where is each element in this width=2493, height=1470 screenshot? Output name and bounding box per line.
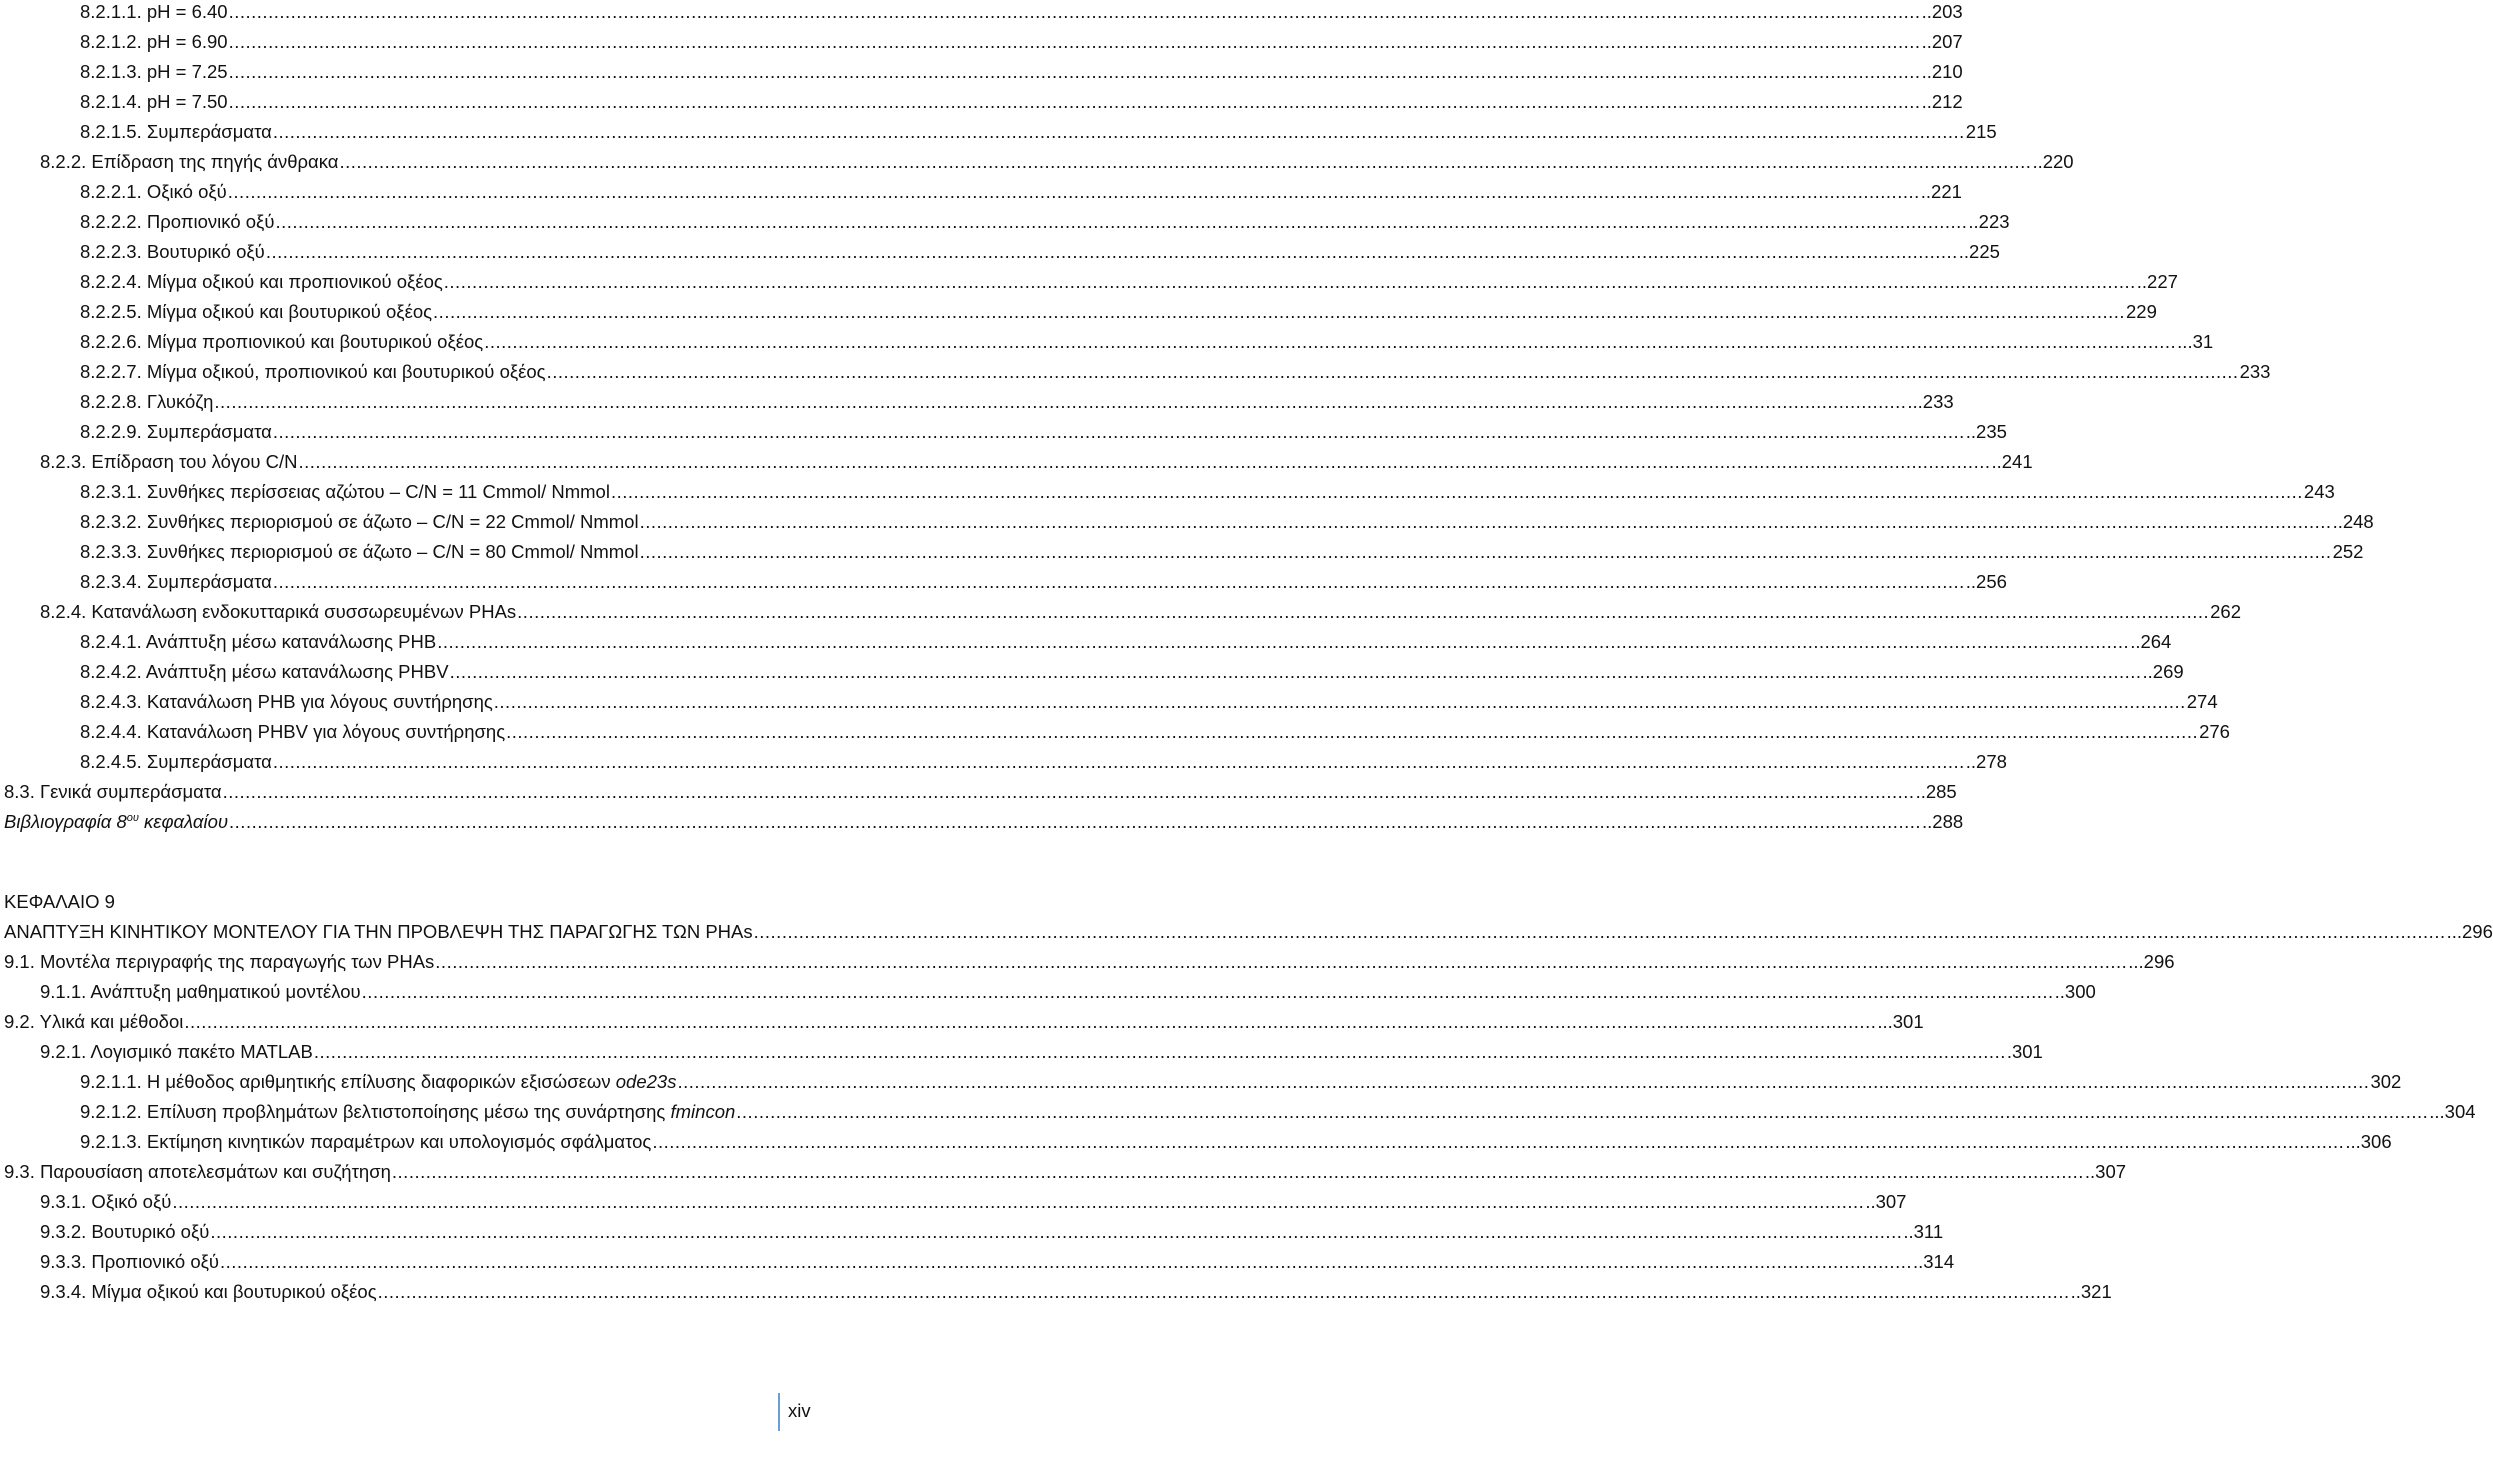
toc-entry[interactable]: 8.2.3.1. Συνθήκες περίσσειας αζώτου – C/N = 11 Cmmol/ Nmmol ............................................................................................................................................................................................................................................................................................................ 243: [80, 477, 952, 507]
toc-entry[interactable]: 9.2.1. Λογισμικό πακέτο MATLAB ............................................................................................................................................................................................................................................................................................................ .301: [40, 1037, 952, 1067]
toc-entry[interactable]: 8.2.1.4. pH = 7.50 ............................................................................................................................................................................................................................................................................................................ ..212: [80, 87, 952, 117]
dot-leader: ............................................................................................................................................................................................................................................................................................................: [610, 481, 2303, 502]
dot-leader: ............................................................................................................................................................................................................................................................................................................: [377, 1281, 2070, 1302]
toc-entry[interactable]: 8.2.1.2. pH = 6.90 ............................................................................................................................................................................................................................................................................................................ ..207: [80, 27, 952, 57]
dot-leader: ............................................................................................................................................................................................................................................................................................................: [228, 91, 1921, 112]
toc-entry[interactable]: 8.2.2.9. Συμπεράσματα ............................................................................................................................................................................................................................................................................................................ ..235: [80, 417, 952, 447]
dot-leader: ............................................................................................................................................................................................................................................................................................................: [272, 121, 1965, 142]
dot-leader: ............................................................................................................................................................................................................................................................................................................: [272, 421, 1965, 442]
chapter-heading: ΚΕΦΑΛΑΙΟ 9: [4, 891, 115, 912]
dot-leader: ............................................................................................................................................................................................................................................................................................................: [298, 451, 1991, 472]
toc-entry[interactable]: 8.2.2. Επίδραση της πηγής άνθρακα ............................................................................................................................................................................................................................................................................................................ ..220: [40, 147, 952, 177]
toc-entry[interactable]: 8.2.2.4. Μίγμα οξικού και προπιονικού οξέος ............................................................................................................................................................................................................................................................................................................ ..227: [80, 267, 952, 297]
toc-entry[interactable]: 8.2.3.3. Συνθήκες περιορισμού σε άζωτο – C/N = 80 Cmmol/ Nmmol ............................................................................................................................................................................................................................................................................................................ 252: [80, 537, 952, 567]
dot-leader: ............................................................................................................................................................................................................................................................................................................: [506, 721, 2199, 742]
toc-entry[interactable]: 9.3. Παρουσίαση αποτελεσμάτων και συζήτηση ............................................................................................................................................................................................................................................................................................................ ..307: [4, 1157, 952, 1187]
toc-entry[interactable]: 8.2.2.8. Γλυκόζη ............................................................................................................................................................................................................................................................................................................ ...233: [80, 387, 952, 417]
dot-leader: ............................................................................................................................................................................................................................................................................................................: [435, 951, 2128, 972]
toc-entry[interactable]: 8.2.4.1. Ανάπτυξη μέσω κατανάλωσης PHB ............................................................................................................................................................................................................................................................................................................ ..264: [80, 627, 952, 657]
toc-entry[interactable]: 9.2. Υλικά και μέθοδοι ............................................................................................................................................................................................................................................................................................................ ...301: [4, 1007, 952, 1037]
toc-entry-bibliography[interactable]: Βιβλιογραφία $8^{o\upsilon}$ κεφαλαίου ............................................................................................................................................................................................................................................................................................................ ..288: [4, 807, 952, 837]
toc-entry[interactable]: 8.2.2.6. Μίγμα προπιονικού και βουτυρικού οξέος ............................................................................................................................................................................................................................................................................................................ ...31: [80, 327, 952, 357]
toc-entry[interactable]: 9.2.1.3. Εκτίμηση κινητικών παραμέτρων και υπολογισμός σφάλματος ............................................................................................................................................................................................................................................................................................................ ...306: [80, 1127, 952, 1157]
dot-leader: ............................................................................................................................................................................................................................................................................................................: [449, 661, 2142, 682]
dot-leader: ............................................................................................................................................................................................................................................................................................................: [493, 691, 2186, 712]
dot-leader: ............................................................................................................................................................................................................................................................................................................: [339, 151, 2032, 172]
dot-leader: ............................................................................................................................................................................................................................................................................................................: [220, 1251, 1912, 1272]
toc-entry[interactable]: 8.2.4.4. Κατανάλωση PHBV για λόγους συντήρησης ............................................................................................................................................................................................................................................................................................................ 276: [80, 717, 952, 747]
toc-entry[interactable]: 8.2.4.2. Ανάπτυξη μέσω κατανάλωσης PHBV ............................................................................................................................................................................................................................................................................................................ ..269: [80, 657, 952, 687]
dot-leader: ............................................................................................................................................................................................................................................................................................................: [652, 1131, 2345, 1152]
dot-leader: ............................................................................................................................................................................................................................................................................................................: [517, 601, 2210, 622]
toc-entry[interactable]: 8.2.3.4. Συμπεράσματα ............................................................................................................................................................................................................................................................................................................ ..256: [80, 567, 952, 597]
dot-leader: ............................................................................................................................................................................................................................................................................................................: [228, 61, 1921, 82]
toc-entry[interactable]: 9.3.3. Προπιονικό οξύ ............................................................................................................................................................................................................................................................................................................ ..314: [40, 1247, 952, 1277]
dot-leader: ............................................................................................................................................................................................................................................................................................................: [228, 31, 1921, 52]
dot-leader: ............................................................................................................................................................................................................................................................................................................: [677, 1071, 2370, 1092]
toc-entry[interactable]: 8.2.3.2. Συνθήκες περιορισμού σε άζωτο – C/N = 22 Cmmol/ Nmmol ............................................................................................................................................................................................................................................................................................................ ..248: [80, 507, 952, 537]
toc-entry[interactable]: 8.2.1.3. pH = 7.25 ............................................................................................................................................................................................................................................................................................................ ..210: [80, 57, 952, 87]
dot-leader: ............................................................................................................................................................................................................................................................................................................: [272, 571, 1965, 592]
toc-entry[interactable]: 8.2.1.5. Συμπεράσματα ............................................................................................................................................................................................................................................................................................................ 215: [80, 117, 952, 147]
dot-leader: ............................................................................................................................................................................................................................................................................................................: [443, 271, 2136, 292]
dot-leader: ............................................................................................................................................................................................................................................................................................................: [484, 331, 2177, 352]
dot-leader: ............................................................................................................................................................................................................................................................................................................: [639, 511, 2332, 532]
toc-entry[interactable]: 8.2.2.3. Βουτυρικό οξύ ............................................................................................................................................................................................................................................................................................................ ..225: [80, 237, 952, 267]
dot-leader: ............................................................................................................................................................................................................................................................................................................: [227, 181, 1920, 202]
dot-leader: ............................................................................................................................................................................................................................................................................................................: [222, 781, 1915, 802]
toc-entry[interactable]: 9.2.1.1. Η μέθοδος αριθμητικής επίλυσης διαφορικών εξισώσεων ode23s ............................................................................................................................................................................................................................................................................................................ 302: [80, 1067, 952, 1097]
dot-leader: ............................................................................................................................................................................................................................................................................................................: [265, 241, 1958, 262]
toc-entry[interactable]: 9.1. Μοντέλα περιγραφής της παραγωγής των PHAs ............................................................................................................................................................................................................................................................................................................ ...296: [4, 947, 952, 977]
toc-entry[interactable]: 9.3.4. Μίγμα οξικού και βουτυρικού οξέος ............................................................................................................................................................................................................................................................................................................ ..321: [40, 1277, 952, 1307]
dot-leader: ............................................................................................................................................................................................................................................................................................................: [214, 391, 1907, 412]
toc-entry-chapter-title[interactable]: ΑΝΑΠΤΥΞΗ ΚΙΝΗΤΙΚΟΥ ΜΟΝΤΕΛΟΥ ΓΙΑ ΤΗΝ ΠΡΟΒΛΕΨΗ ΤΗΣ ΠΑΡΑΓΩΓΗΣ ΤΩΝ PHAs ............................................................................................................................................................................................................................................................................................................ ...296: [4, 917, 954, 947]
dot-leader: ............................................................................................................................................................................................................................................................................................................: [210, 1221, 1903, 1242]
toc-entry[interactable]: 8.2.4.5. Συμπεράσματα ............................................................................................................................................................................................................................................................................................................ ..278: [80, 747, 952, 777]
toc-entry[interactable]: 8.2.2.5. Μίγμα οξικού και βουτυρικού οξέος ............................................................................................................................................................................................................................................................................................................ 229: [80, 297, 952, 327]
toc-entry[interactable]: 8.2.4.3. Κατανάλωση PHB για λόγους συντήρησης ............................................................................................................................................................................................................................................................................................................ 274: [80, 687, 952, 717]
toc-entry[interactable]: 8.2.2.1. Οξικό οξύ ............................................................................................................................................................................................................................................................................................................ ..221: [80, 177, 952, 207]
dot-leader: ............................................................................................................................................................................................................................................................................................................: [361, 981, 2054, 1002]
dot-leader: ............................................................................................................................................................................................................................................................................................................: [275, 211, 1968, 232]
dot-leader: ............................................................................................................................................................................................................................................................................................................: [546, 361, 2239, 382]
dot-leader: ............................................................................................................................................................................................................................................................................................................: [229, 811, 1921, 832]
dot-leader: ............................................................................................................................................................................................................................................................................................................: [753, 921, 2446, 942]
dot-leader: ............................................................................................................................................................................................................................................................................................................: [433, 301, 2126, 322]
toc-entry[interactable]: 8.2.3. Επίδραση του λόγου C/N ............................................................................................................................................................................................................................................................................................................ ..241: [40, 447, 952, 477]
dot-leader: ............................................................................................................................................................................................................................................................................................................: [391, 1161, 2084, 1182]
dot-leader: ............................................................................................................................................................................................................................................................................................................: [736, 1101, 2429, 1122]
toc-entry[interactable]: 9.1.1. Ανάπτυξη μαθηματικού μοντέλου ............................................................................................................................................................................................................................................................................................................ ..300: [40, 977, 952, 1007]
dot-leader: ............................................................................................................................................................................................................................................................................................................: [272, 751, 1965, 772]
dot-leader: ............................................................................................................................................................................................................................................................................................................: [313, 1041, 2006, 1062]
dot-leader: ............................................................................................................................................................................................................................................................................................................: [172, 1191, 1865, 1212]
toc-entry[interactable]: 8.2.1.1. pH = 6.40 ............................................................................................................................................................................................................................................................................................................ ..203: [80, 0, 952, 27]
toc-entry[interactable]: 8.2.2.7. Μίγμα οξικού, προπιονικού και βουτυρικού οξέος ............................................................................................................................................................................................................................................................................................................ 233: [80, 357, 952, 387]
dot-leader: ............................................................................................................................................................................................................................................................................................................: [437, 631, 2130, 652]
toc-entry[interactable]: 8.2.4. Κατανάλωση ενδοκυτταρικά συσσωρευμένων PHAs ............................................................................................................................................................................................................................................................................................................ 262: [40, 597, 952, 627]
page-number: xiv: [778, 1393, 838, 1431]
toc-entry[interactable]: 9.2.1.2. Επίλυση προβλημάτων βελτιστοποίησης μέσω της συνάρτησης fmincon ............................................................................................................................................................................................................................................................................................................ ...304: [80, 1097, 952, 1127]
dot-leader: ............................................................................................................................................................................................................................................................................................................: [184, 1011, 1877, 1032]
toc-entry[interactable]: 8.2.2.2. Προπιονικό οξύ ............................................................................................................................................................................................................................................................................................................ ..223: [80, 207, 952, 237]
dot-leader: ............................................................................................................................................................................................................................................................................................................: [639, 541, 2332, 562]
toc-entry[interactable]: 9.3.1. Οξικό οξύ ............................................................................................................................................................................................................................................................................................................ ..307: [40, 1187, 952, 1217]
toc-entry[interactable]: 9.3.2. Βουτυρικό οξύ ............................................................................................................................................................................................................................................................................................................ ..311: [40, 1217, 952, 1247]
dot-leader: ............................................................................................................................................................................................................................................................................................................: [228, 1, 1921, 22]
toc-entry[interactable]: 8.3. Γενικά συμπεράσματα ............................................................................................................................................................................................................................................................................................................ ..285: [4, 777, 952, 807]
